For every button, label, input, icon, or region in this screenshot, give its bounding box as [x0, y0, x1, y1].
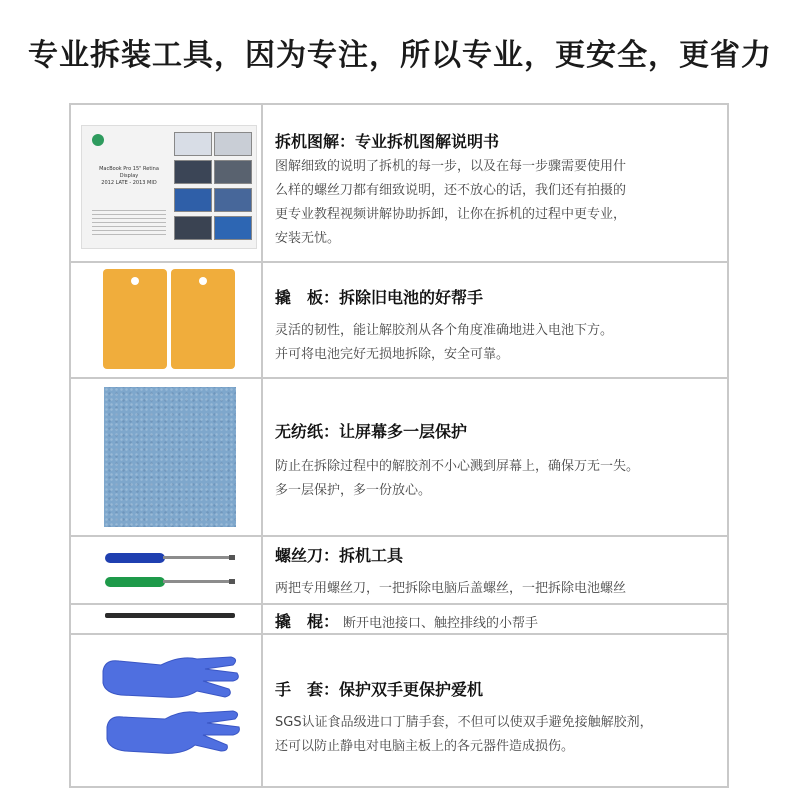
gloves-image — [71, 635, 263, 786]
manual-step-photo — [214, 216, 252, 240]
non-woven-cloth — [104, 387, 236, 527]
tools-table — [69, 103, 729, 788]
row-title: 撬 板：拆除旧电池的好帮手 — [275, 288, 484, 307]
page-headline: 专业拆装工具，因为专注，所以专业，更安全，更省力 — [28, 38, 772, 73]
row-description: 图解细致的说明了拆机的每一步，以及在每一步骤需要使用什 么样的螺丝刀都有细致说明，还不放心的话，我们还有拍摄的 更专业教程视频讲解协助拆卸，让你在拆机的过程中更专业， 安装无忧。 — [275, 159, 627, 246]
manual-step-photo — [214, 132, 252, 156]
manual-image — [71, 105, 263, 261]
manual-step-photo — [174, 132, 212, 156]
row-title: 螺丝刀：拆机工具 — [275, 546, 404, 565]
pry-board-image — [71, 263, 263, 377]
manual-cover-title: MacBook Pro 15" Retina Display 2012 LATE - 2013 MID — [99, 166, 159, 186]
manual-illustration — [81, 125, 257, 249]
row-description: SGS认证食品级进口丁腈手套，不但可以使双手避免接触解胶剂， 还可以防止静电对电脑主板上的各元器件造成损伤。 — [275, 715, 653, 754]
manual-step-photo — [214, 188, 252, 212]
manual-step-photo — [214, 160, 252, 184]
manual-step-photo — [174, 160, 212, 184]
row-description: 防止在拆除过程中的解胶剂不小心溅到屏幕上，确保万无一失。 多一层保护，多一份放心。 — [275, 459, 640, 498]
spudger-image — [71, 605, 263, 633]
table-row-pry-board — [71, 263, 727, 379]
brand-logo-icon — [92, 134, 104, 146]
manual-step-photo — [174, 216, 212, 240]
spudger-text — [275, 605, 717, 633]
row-title: 手 套：保护双手更保护爱机 — [275, 680, 484, 699]
card-hole — [199, 277, 207, 285]
table-row-non-woven-paper — [71, 379, 727, 537]
pry-board-card — [103, 269, 167, 369]
row-description: 灵活的韧性，能让解胶剂从各个角度准确地进入电池下方。 并可将电池完好无损地拆除，安全可靠。 — [275, 323, 614, 362]
non-woven-paper-text — [275, 379, 717, 535]
row-description: 断开电池接口、触控排线的小帮手 — [343, 616, 539, 631]
manual-text — [275, 105, 717, 261]
pry-board-text — [275, 263, 717, 377]
manual-step-photo — [174, 188, 212, 212]
pry-board-card — [171, 269, 235, 369]
row-title: 撬 棍： 断开电池接口、触控排线的小帮手 — [275, 612, 539, 631]
table-row-spudger — [71, 605, 727, 635]
gloves-text — [275, 635, 717, 786]
card-hole — [131, 277, 139, 285]
screwdriver-image — [71, 537, 263, 603]
row-description: 两把专用螺丝刀，一把拆除电脑后盖螺丝，一把拆除电池螺丝 — [275, 581, 627, 596]
gloves-icon — [101, 653, 241, 768]
row-title: 拆机图解：专业拆机图解说明书 — [275, 132, 500, 151]
spudger-stick — [105, 613, 235, 618]
screwdriver-text — [275, 537, 717, 603]
non-woven-paper-image — [71, 379, 263, 535]
table-row-gloves — [71, 635, 727, 786]
row-title: 无纺纸：让屏幕多一层保护 — [275, 422, 468, 441]
table-row-screwdriver — [71, 537, 727, 605]
table-row-manual — [71, 105, 727, 263]
manual-text-lines — [92, 210, 166, 236]
